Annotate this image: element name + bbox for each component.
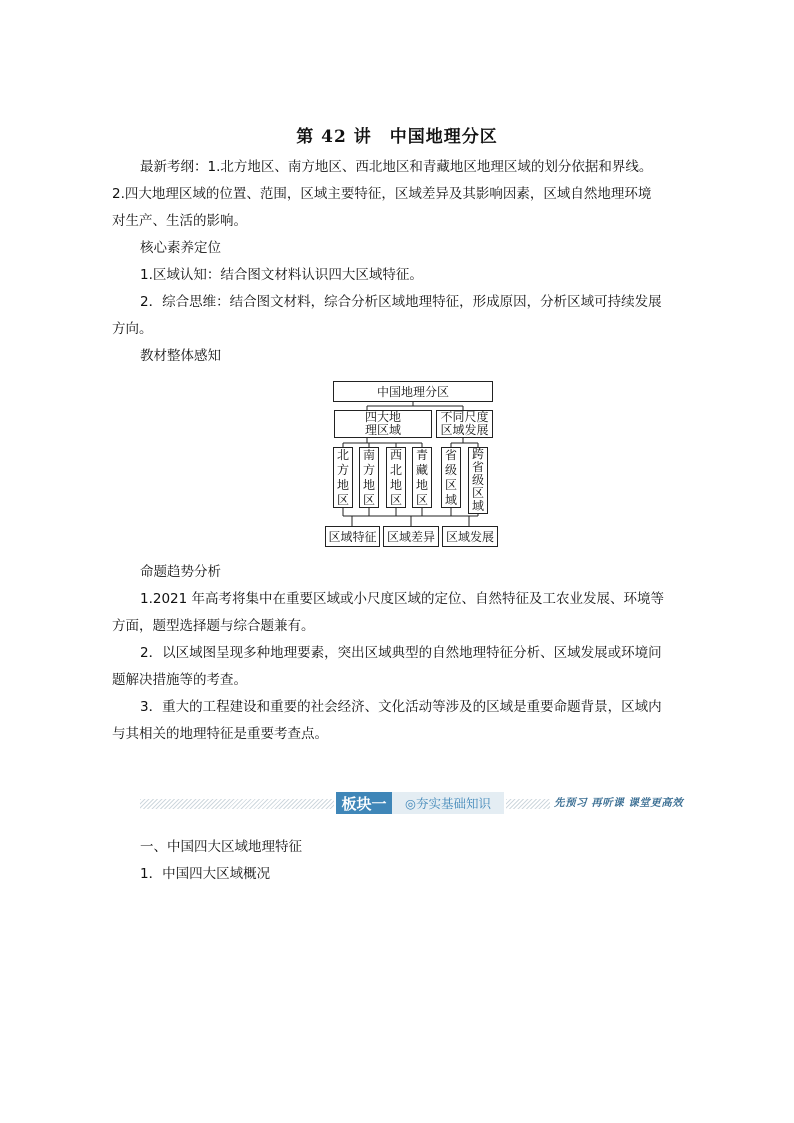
- diagram-bottom-differences: 区域差异: [383, 526, 439, 547]
- diagram-provincial-area: 省 级 区 域: [441, 447, 461, 508]
- trend-heading: 命题趋势分析: [140, 564, 221, 580]
- core-item-2-line-2: 方向。: [112, 321, 153, 337]
- trend-item-3-line-2: 与其相关的地理特征是重要考查点。: [112, 726, 328, 742]
- banner-tag: 板块一: [336, 792, 392, 814]
- diagram-south-region: 南 方 地 区: [359, 447, 379, 508]
- diagram-group-regions: 四大地 理区域: [334, 410, 432, 438]
- diagram-north-region: 北 方 地 区: [333, 447, 353, 508]
- section-heading-1-1: 1．中国四大区域概况: [140, 866, 271, 882]
- diagram-qinghai-tibet-region: 青 藏 地 区: [412, 447, 432, 508]
- textbook-heading: 教材整体感知: [140, 348, 221, 364]
- banner-stripes-left: [140, 799, 334, 809]
- lecture-number: 第 42 讲: [296, 127, 372, 147]
- diagram-cross-provincial-area: 跨 省 级 区 域: [468, 447, 488, 514]
- banner-motto: 先预习 再听课 课堂更高效: [554, 797, 684, 809]
- trend-item-2-line-1: 2．以区域图呈现多种地理要素，突出区域典型的自然地理特征分析、区域发展或环境问: [140, 645, 662, 661]
- diagram-group-scales: 不同尺度 区域发展: [436, 410, 493, 438]
- diagram-bottom-development: 区域发展: [442, 526, 498, 547]
- outline-line-1: 最新考纲：1.北方地区、南方地区、西北地区和青藏地区地理区域的划分依据和界线。: [140, 159, 653, 175]
- core-item-1: 1.区域认知：结合图文材料认识四大区域特征。: [140, 267, 423, 283]
- banner-subtitle: ◎夯实基础知识: [392, 792, 504, 814]
- diagram-northwest-region: 西 北 地 区: [386, 447, 406, 508]
- banner-stripes-right: [506, 799, 550, 809]
- outline-line-2: 2.四大地理区域的位置、范围，区域主要特征，区域差异及其影响因素，区域自然地理环境: [112, 186, 652, 202]
- trend-item-1-line-2: 方面，题型选择题与综合题兼有。: [112, 618, 315, 634]
- trend-item-3-line-1: 3．重大的工程建设和重要的社会经济、文化活动等涉及的区域是重要命题背景，区域内: [140, 699, 662, 715]
- trend-item-2-line-2: 题解决措施等的考查。: [112, 672, 247, 688]
- core-item-2-line-1: 2．综合思维：结合图文材料，综合分析区域地理特征，形成原因，分析区域可持续发展: [140, 294, 662, 310]
- section-heading-1: 一、中国四大区域地理特征: [140, 839, 302, 855]
- diagram-bottom-features: 区域特征: [325, 526, 380, 547]
- lecture-topic: 中国地理分区: [389, 127, 498, 147]
- core-heading: 核心素养定位: [140, 240, 221, 256]
- diagram-root: 中国地理分区: [333, 381, 493, 402]
- outline-line-3: 对生产、生活的影响。: [112, 213, 247, 229]
- trend-item-1-line-1: 1.2021 年高考将集中在重要区域或小尺度区域的定位、自然特征及工农业发展、环境等: [140, 591, 665, 607]
- section-banner: [140, 790, 702, 820]
